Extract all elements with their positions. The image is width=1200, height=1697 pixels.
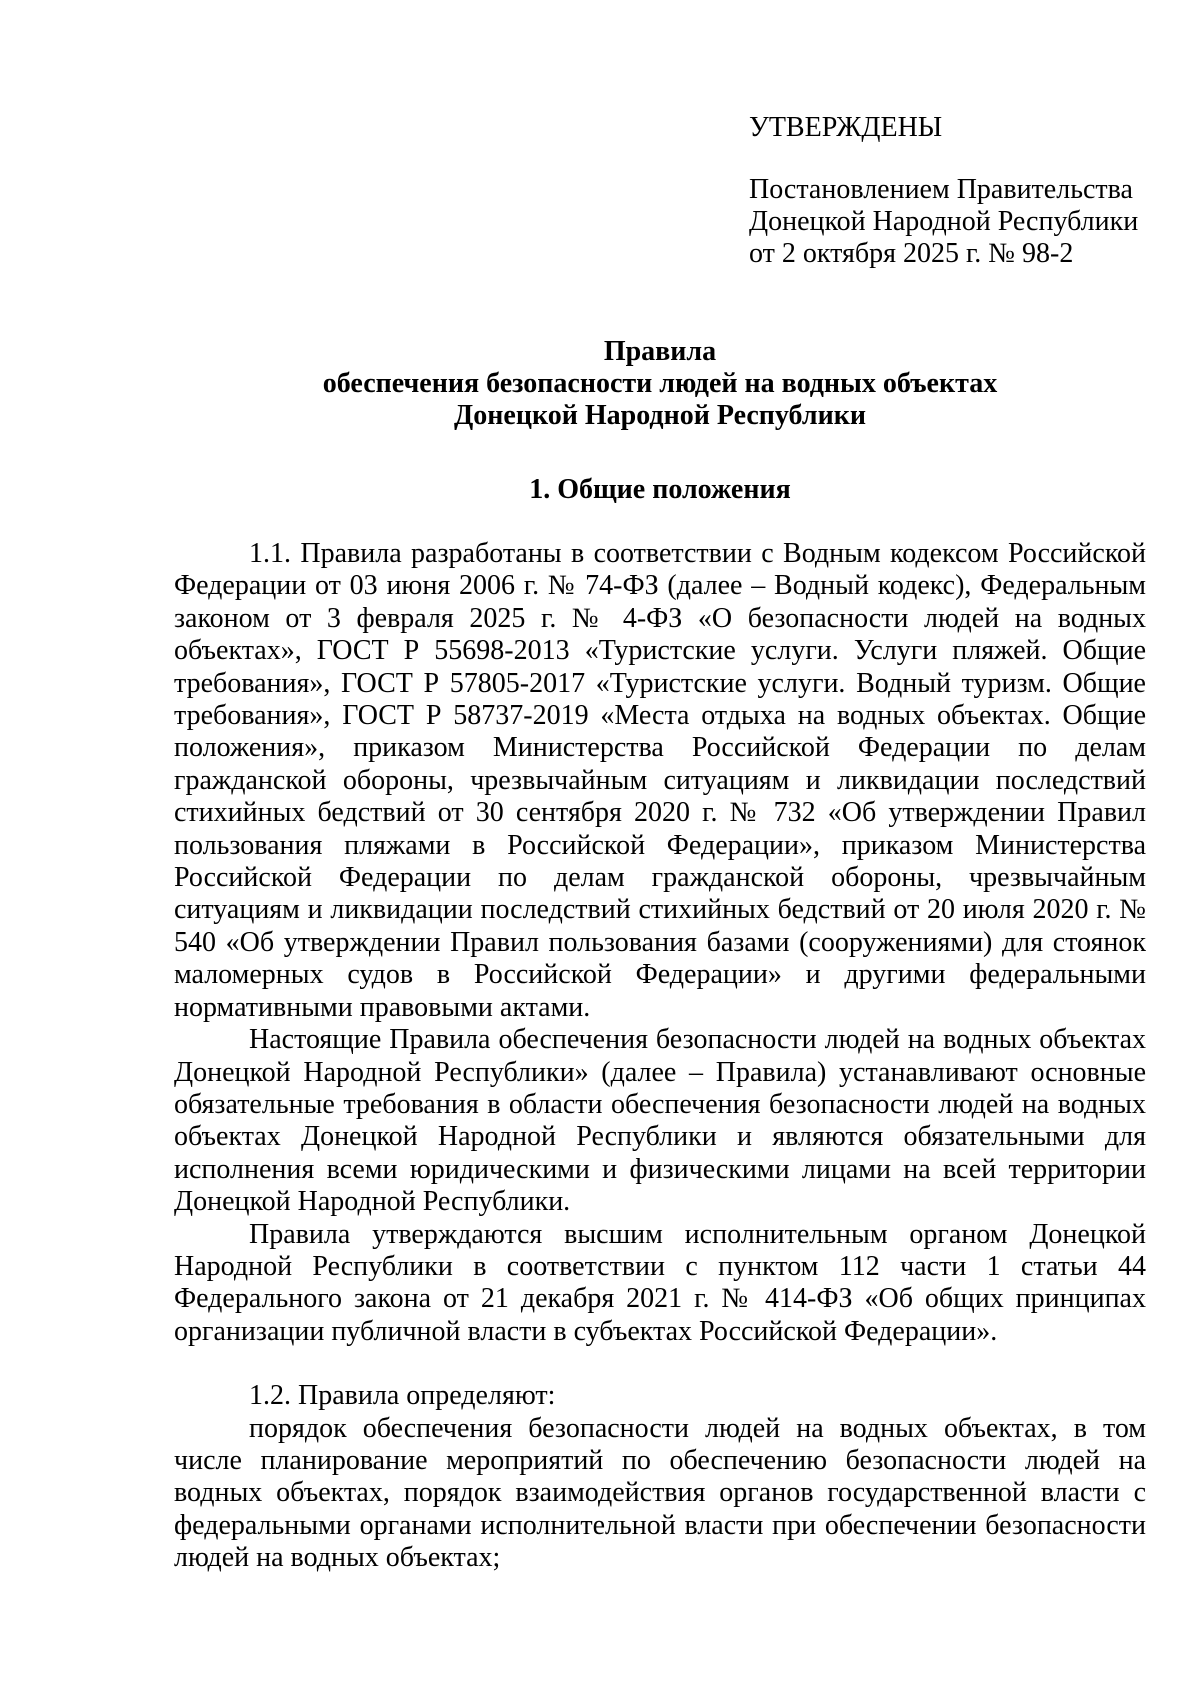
- document-body: [174, 538, 1146, 1575]
- approval-line-republic: Донецкой Народной Республики: [749, 206, 1139, 237]
- section-heading: 1. Общие положения: [529, 474, 791, 505]
- paragraph-1-2: 1.2. Правила определяют:: [249, 1380, 556, 1412]
- approval-line-decree: Постановлением Правительства: [749, 174, 1133, 205]
- paragraph-approval: Правила утверждаются высшим исполнительным органом Донецкой Народной Республики в соответствии с пунктом 112 части 1 статьи 44 Федерального закона от 21 декабря 2021 г. № 414-ФЗ «Об общих принципах организации публичной власти в субъектах Российской Федерации».: [174, 1218, 1146, 1347]
- title-line-1: Правила: [603, 336, 717, 367]
- paragraph-procedure: порядок обеспечения безопасности людей на водных объектах, в том числе планирование мероприятий по обеспечению безопасности людей на водных объектах, порядок взаимодействия органов государственной власти с федеральными органами исполнительной власти при обеспечении безопасности людей на водных объектах;: [174, 1412, 1146, 1574]
- approval-stamp: УТВЕРЖДЕНЫ: [749, 112, 943, 143]
- document-title: [174, 336, 1146, 432]
- approval-line-date: от 2 октября 2025 г. № 98-2: [749, 238, 1074, 269]
- paragraph-scope: Настоящие Правила обеспечения безопасности людей на водных объектах Донецкой Народной Республики» (далее – Правила) устанавливают основные обязательные требования в области обеспечения безопасности людей на водных объектах Донецкой Народной Республики и являются обязательными для исполнения всеми юридическими и физическими лицами на всей территории Донецкой Народной Республики.: [174, 1024, 1146, 1218]
- paragraph-1-1: 1.1. Правила разработаны в соответствии с Водным кодексом Российской Федерации от 03 июня 2006 г. № 74-ФЗ (далее – Водный кодекс), Федеральным законом от 3 февраля 2025 г. № 4-ФЗ «О безопасности людей на водных объектах», ГОСТ Р 55698-2013 «Туристские услуги. Услуги пляжей. Общие требования», ГОСТ Р 57805-2017 «Туристские услуги. Водный туризм. Общие требования», ГОСТ Р 58737-2019 «Места отдыха на водных объектах. Общие положения», приказом Министерства Российской Федерации по делам гражданской обороны, чрезвычайным ситуациям и ликвидации последствий стихийных бедствий от 30 сентября 2020 г. № 732 «Об утверждении Правил пользования пляжами в Российской Федерации», приказом Министерства Российской Федерации по делам гражданской обороны, чрезвычайным ситуациям и ликвидации последствий стихийных бедствий от 20 июля 2020 г. № 540 «Об утверждении Правил пользования базами (сооружениями) для стоянок маломерных судов в Российской Федерации» и другими федеральными нормативными правовыми актами.: [174, 538, 1146, 1023]
- title-line-2: обеспечения безопасности людей на водных объектах: [322, 368, 998, 399]
- approval-block: [749, 112, 1169, 270]
- title-line-3: Донецкой Народной Республики: [454, 400, 866, 431]
